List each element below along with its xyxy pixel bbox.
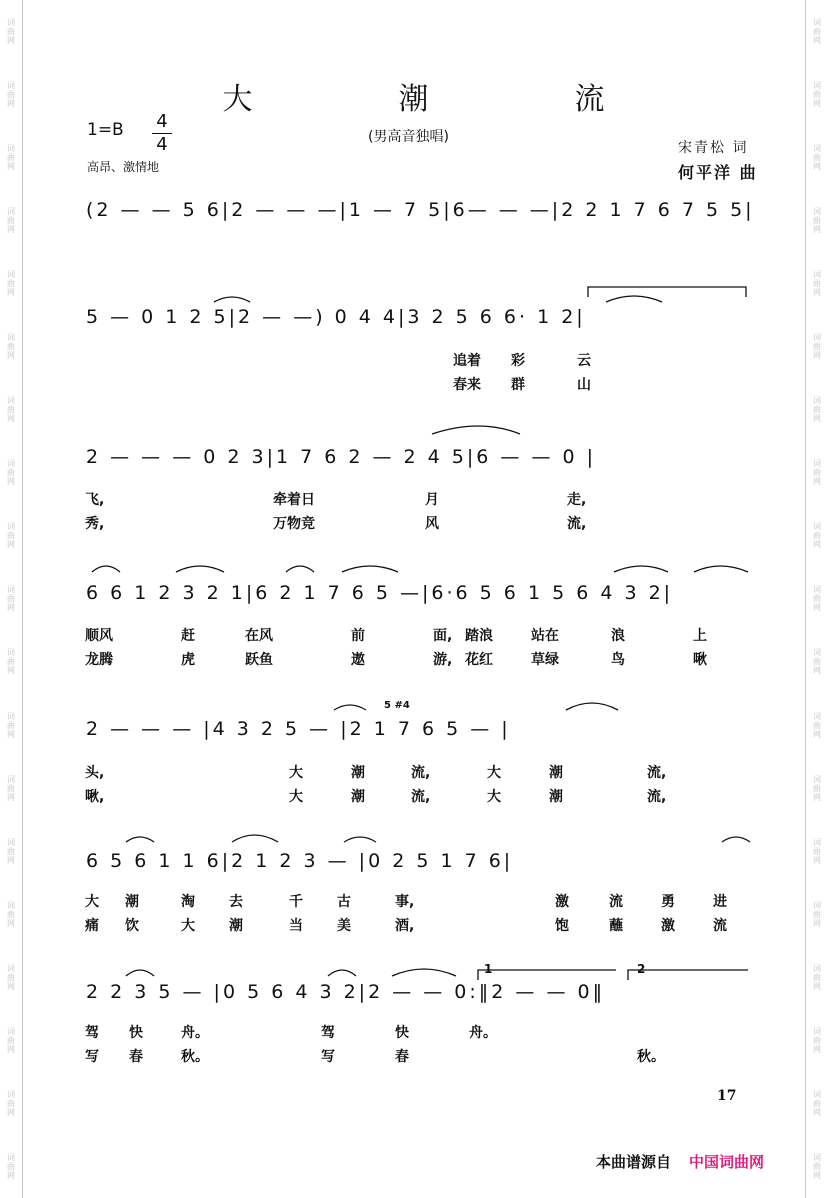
lyric-syllable: 舟。	[469, 1025, 497, 1041]
lyric-syllable: 激	[661, 918, 675, 934]
watermark: 词曲网	[812, 711, 822, 739]
lyric-syllable: 走,	[567, 492, 587, 508]
watermark: 词曲网	[6, 774, 16, 802]
volta-2-label: 2	[637, 962, 646, 976]
slur	[694, 566, 748, 572]
watermark: 词曲网	[812, 207, 822, 235]
lyric-syllable: 驾	[85, 1025, 99, 1041]
lyric-syllable: 舟。	[181, 1025, 209, 1041]
lyric-syllable: 虎	[181, 652, 195, 668]
lyric-syllable: 潮	[229, 918, 243, 934]
lyric-syllable: 牵着日	[273, 492, 315, 508]
lyric-syllable: 群	[511, 377, 525, 393]
watermark: 词曲网	[6, 18, 16, 46]
site-name[interactable]: 中国词曲网	[689, 1153, 765, 1171]
volta-1-label: 1	[484, 962, 493, 976]
lyric-syllable: 大	[487, 765, 501, 781]
lyric-syllable: 春来	[453, 377, 481, 393]
lyric-syllable: 面,	[433, 628, 453, 644]
lyric-syllable: 头,	[85, 765, 105, 781]
lyric-syllable: 流,	[567, 516, 587, 532]
triplet-bracket	[214, 297, 250, 302]
watermark: 词曲网	[6, 1089, 16, 1117]
lyric-syllable: 龙腾	[85, 652, 113, 668]
watermark: 词曲网	[6, 81, 16, 109]
lyric-syllable: 去	[229, 894, 243, 910]
lyric-syllable: 大	[289, 789, 303, 805]
lyric-syllable: 秀,	[85, 516, 105, 532]
lyric-syllable: 潮	[549, 765, 563, 781]
lyric-syllable: 遨	[351, 652, 365, 668]
watermark: 词曲网	[6, 333, 16, 361]
slur	[342, 566, 398, 572]
lyric-syllable: 草绿	[531, 652, 559, 668]
slur	[176, 566, 224, 572]
lyric-syllable: 顺风	[85, 628, 113, 644]
source-label: 本曲谱源自	[596, 1153, 672, 1171]
lyric-syllable: 站在	[531, 628, 559, 644]
notation-line-4: 6 6 1 2 3 2 1|6 2 1 7 6 5 —|6·6 5 6 1 5 6 4 3 2|	[86, 582, 674, 604]
lyric-syllable: 鸟	[611, 652, 625, 668]
lyric-syllable: 当	[289, 918, 303, 934]
lyric-syllable: 流	[609, 894, 623, 910]
watermark: 词曲网	[6, 459, 16, 487]
lyric-syllable: 潮	[351, 765, 365, 781]
lyric-syllable: 跃鱼	[245, 652, 273, 668]
notation-line-6: 6 5 6 1 1 6|2 1 2 3 — |0 2 5 1 7 6|	[86, 850, 514, 872]
lyric-syllable: 淘	[181, 894, 195, 910]
lyric-syllable: 山	[577, 377, 591, 393]
lyric-syllable: 勇	[661, 894, 675, 910]
watermark: 词曲网	[812, 1152, 822, 1180]
watermark: 词曲网	[812, 774, 822, 802]
watermark: 词曲网	[812, 963, 822, 991]
lyric-syllable: 激	[555, 894, 569, 910]
time-signature-top: 4	[156, 111, 168, 132]
lyric-syllable: 游,	[433, 652, 453, 668]
slur	[614, 566, 668, 572]
watermark: 词曲网	[812, 18, 822, 46]
lyric-syllable: 快	[129, 1025, 143, 1041]
lyric-syllable: 在风	[245, 628, 273, 644]
tempo-marking: 高昂、激情地	[87, 160, 160, 174]
slur	[92, 566, 120, 572]
page-number: 17	[717, 1088, 737, 1104]
lyric-syllable: 大	[487, 789, 501, 805]
watermark: 词曲网	[6, 396, 16, 424]
notation-line-3: 2 — — — 0 2 3|1 7 6 2 — 2 4 5|6 — — 0 |	[86, 446, 597, 468]
lyric-syllable: 秋。	[181, 1049, 209, 1065]
lyric-syllable: 云	[577, 353, 591, 369]
lyric-syllable: 春	[395, 1049, 409, 1065]
watermark: 词曲网	[6, 270, 16, 298]
watermark: 词曲网	[812, 585, 822, 613]
slur	[392, 969, 456, 976]
slur	[722, 837, 750, 842]
watermark: 词曲网	[6, 585, 16, 613]
lyric-syllable: 大	[85, 894, 99, 910]
watermark: 词曲网	[812, 459, 822, 487]
subtitle: (男高音独唱)	[368, 129, 449, 145]
lyric-syllable: 啾	[693, 652, 707, 668]
watermark: 词曲网	[812, 144, 822, 172]
lyric-syllable: 大	[181, 918, 195, 934]
watermark: 词曲网	[6, 522, 16, 550]
lyric-syllable: 美	[337, 918, 351, 934]
lyric-syllable: 春	[129, 1049, 143, 1065]
watermark: 词曲网	[812, 648, 822, 676]
watermark: 词曲网	[6, 648, 16, 676]
slur	[286, 566, 314, 572]
lyric-syllable: 花红	[465, 652, 493, 668]
volta-1-bracket	[478, 970, 616, 980]
slur	[432, 426, 520, 434]
watermark: 词曲网	[812, 837, 822, 865]
lyric-syllable: 秋。	[637, 1049, 665, 1065]
lyric-syllable: 踏浪	[465, 628, 493, 644]
watermark: 词曲网	[6, 711, 16, 739]
lyric-syllable: 大	[289, 765, 303, 781]
slur	[334, 705, 366, 710]
lyric-syllable: 追着	[453, 353, 481, 369]
composer-credit: 何平洋 曲	[678, 163, 758, 182]
watermark: 词曲网	[6, 1026, 16, 1054]
slur	[328, 970, 356, 976]
lyric-syllable: 古	[337, 894, 351, 910]
lyric-syllable: 流,	[411, 789, 431, 805]
watermark: 词曲网	[812, 81, 822, 109]
slur	[126, 970, 154, 976]
lyric-syllable: 写	[321, 1049, 335, 1065]
watermark: 词曲网	[6, 144, 16, 172]
slur	[344, 837, 376, 842]
watermark: 词曲网	[6, 900, 16, 928]
notation-line-7: 2 2 3 5 — |0 5 6 4 3 2|2 — — 0:‖2 — — 0‖	[86, 981, 606, 1003]
key-signature: 1=B	[87, 120, 124, 140]
lyric-syllable: 潮	[125, 894, 139, 910]
slur	[126, 837, 154, 842]
watermark: 词曲网	[812, 333, 822, 361]
slur	[232, 835, 278, 842]
grace-notes: 5 #4	[384, 700, 410, 711]
watermark: 词曲网	[6, 1152, 16, 1180]
lyric-syllable: 饱	[555, 918, 569, 934]
lyric-syllable: 蘸	[609, 918, 623, 934]
watermark: 词曲网	[6, 837, 16, 865]
lyric-syllable: 流,	[647, 765, 667, 781]
lyric-syllable: 驾	[321, 1025, 335, 1041]
lyric-syllable: 流,	[647, 789, 667, 805]
watermark: 词曲网	[812, 270, 822, 298]
notation-line-1: (2 — — 5 6|2 — — —|1 — 7 5|6— — —|2 2 1 7 6 7 5 5|	[86, 199, 755, 221]
song-title: 大 潮 流	[222, 82, 663, 117]
watermark: 词曲网	[6, 207, 16, 235]
phrase-bracket	[588, 287, 746, 297]
notation-line-2: 5 — 0 1 2 5|2 — —) 0 4 4|3 2 5 6 6· 1 2|	[86, 306, 586, 328]
lyricist-credit: 宋青松 词	[678, 140, 749, 156]
lyric-syllable: 飞,	[85, 492, 105, 508]
watermark: 词曲网	[812, 1089, 822, 1117]
watermark: 词曲网	[812, 900, 822, 928]
lyric-syllable: 上	[693, 628, 707, 644]
lyric-syllable: 彩	[511, 353, 525, 369]
lyric-syllable: 进	[713, 894, 727, 910]
lyric-syllable: 浪	[611, 628, 625, 644]
lyric-syllable: 啾,	[85, 789, 105, 805]
lyric-syllable: 前	[351, 628, 365, 644]
lyric-syllable: 快	[395, 1025, 409, 1041]
lyric-syllable: 写	[85, 1049, 99, 1065]
lyric-syllable: 饮	[125, 918, 139, 934]
lyric-syllable: 酒,	[395, 918, 415, 934]
notation-line-5: 2 — — — |4 3 2 5 — |2 1 7 6 5 — |	[86, 718, 511, 740]
volta-2-bracket	[628, 970, 748, 980]
lyric-syllable: 赶	[181, 628, 195, 644]
lyric-syllable: 潮	[351, 789, 365, 805]
watermark: 词曲网	[6, 963, 16, 991]
lyric-syllable: 流,	[411, 765, 431, 781]
source-credit	[596, 1151, 764, 1172]
slur	[606, 296, 662, 302]
lyric-syllable: 流	[713, 918, 727, 934]
time-signature-bottom: 4	[156, 134, 168, 155]
lyric-syllable: 月	[425, 492, 439, 508]
slur	[566, 703, 618, 710]
watermark: 词曲网	[812, 396, 822, 424]
lyric-syllable: 风	[425, 516, 439, 532]
lyric-syllable: 万物竞	[273, 516, 315, 532]
lyric-syllable: 潮	[549, 789, 563, 805]
watermark: 词曲网	[812, 522, 822, 550]
watermark: 词曲网	[812, 1026, 822, 1054]
lyric-syllable: 事,	[395, 894, 415, 910]
lyric-syllable: 痛	[85, 918, 99, 934]
lyric-syllable: 千	[289, 894, 303, 910]
